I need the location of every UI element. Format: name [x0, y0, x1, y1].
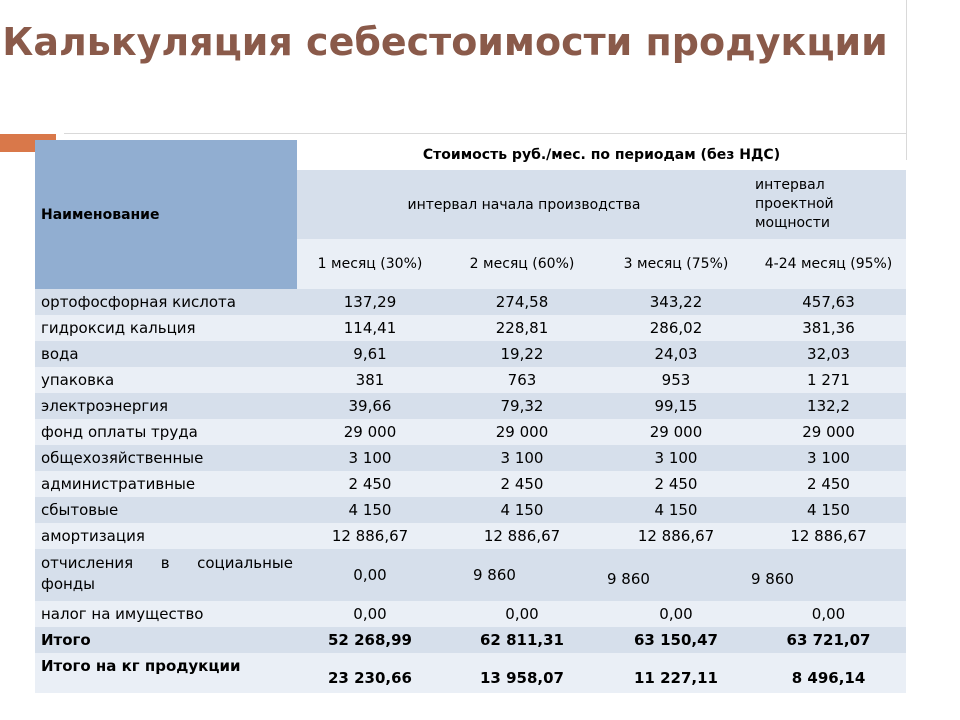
- row-value: 9,61: [297, 341, 443, 367]
- row-value: 0,00: [297, 601, 443, 627]
- row-value: 381: [297, 367, 443, 393]
- row-name: электроэнергия: [35, 393, 297, 419]
- row-value: 763: [443, 367, 601, 393]
- row-value: 29 000: [443, 419, 601, 445]
- header-period-2: 2 месяц (60%): [443, 239, 601, 289]
- row-value: 3 100: [751, 445, 906, 471]
- row-name: фонд оплаты труда: [35, 419, 297, 445]
- row-value: 274,58: [443, 289, 601, 315]
- table-row: [35, 289, 906, 315]
- header-period-1: 1 месяц (30%): [297, 239, 443, 289]
- total-value: 63 150,47: [601, 627, 751, 653]
- row-name: общехозяйственные: [35, 445, 297, 471]
- row-value: 228,81: [443, 315, 601, 341]
- table-row: [35, 445, 906, 471]
- row-value: 2 450: [601, 471, 751, 497]
- row-name: вода: [35, 341, 297, 367]
- row-value: 3 100: [297, 445, 443, 471]
- cost-table: [35, 140, 906, 693]
- table-row: [35, 523, 906, 549]
- per-kg-row: [35, 653, 906, 693]
- row-value: 32,03: [751, 341, 906, 367]
- row-name: налог на имущество: [35, 601, 297, 627]
- table-row: [35, 341, 906, 367]
- row-value: 0,00: [297, 549, 443, 601]
- per-kg-value: 11 227,11: [601, 653, 751, 693]
- row-value: 0,00: [601, 601, 751, 627]
- row-value: 12 886,67: [443, 523, 601, 549]
- row-value: 343,22: [601, 289, 751, 315]
- row-name: амортизация: [35, 523, 297, 549]
- row-value: 9 860: [751, 549, 906, 601]
- row-value: 0,00: [443, 601, 601, 627]
- header-interval-design: интервал проектной мощности: [751, 170, 906, 239]
- total-value: 62 811,31: [443, 627, 601, 653]
- row-name: гидроксид кальция: [35, 315, 297, 341]
- row-name: упаковка: [35, 367, 297, 393]
- row-value: 39,66: [297, 393, 443, 419]
- row-value: 381,36: [751, 315, 906, 341]
- header-name: Наименование: [35, 140, 297, 289]
- row-name: ортофосфорная кислота: [35, 289, 297, 315]
- row-value: 4 150: [297, 497, 443, 523]
- row-name: административные: [35, 471, 297, 497]
- row-value: 286,02: [601, 315, 751, 341]
- total-label: Итого: [35, 627, 297, 653]
- row-value: 99,15: [601, 393, 751, 419]
- row-value: 953: [601, 367, 751, 393]
- row-value: 4 150: [443, 497, 601, 523]
- row-name: сбытовые: [35, 497, 297, 523]
- total-value: 52 268,99: [297, 627, 443, 653]
- row-value: 2 450: [297, 471, 443, 497]
- table-row: [35, 393, 906, 419]
- row-value: 29 000: [297, 419, 443, 445]
- row-value: 29 000: [751, 419, 906, 445]
- per-kg-value: 13 958,07: [443, 653, 601, 693]
- per-kg-label: Итого на кг продукции: [35, 653, 297, 693]
- divider-line: [64, 133, 906, 134]
- row-value: 29 000: [601, 419, 751, 445]
- table-row: [35, 471, 906, 497]
- row-value: 2 450: [443, 471, 601, 497]
- row-value: 12 886,67: [297, 523, 443, 549]
- row-value: 3 100: [601, 445, 751, 471]
- total-value: 63 721,07: [751, 627, 906, 653]
- row-value: 0,00: [751, 601, 906, 627]
- table-row: [35, 601, 906, 627]
- row-value: 457,63: [751, 289, 906, 315]
- row-value: 4 150: [601, 497, 751, 523]
- per-kg-value: 23 230,66: [297, 653, 443, 693]
- row-value: 79,32: [443, 393, 601, 419]
- row-value: 1 271: [751, 367, 906, 393]
- table-row: [35, 549, 906, 601]
- total-row: [35, 627, 906, 653]
- row-value: 3 100: [443, 445, 601, 471]
- row-name: отчисления в социальные фонды: [35, 549, 297, 601]
- cost-table-wrapper: [35, 140, 906, 693]
- divider-vertical: [906, 0, 907, 160]
- table-row: [35, 315, 906, 341]
- row-value: 137,29: [297, 289, 443, 315]
- row-value: 132,2: [751, 393, 906, 419]
- header-main: Стоимость руб./мес. по периодам (без НДС): [297, 140, 906, 170]
- row-value: 24,03: [601, 341, 751, 367]
- row-value: 9 860: [601, 549, 751, 601]
- row-value: 12 886,67: [751, 523, 906, 549]
- header-period-3: 3 месяц (75%): [601, 239, 751, 289]
- row-value: 19,22: [443, 341, 601, 367]
- header-interval-start: интервал начала производства: [297, 170, 751, 239]
- header-period-4: 4-24 месяц (95%): [751, 239, 906, 289]
- row-value: 9 860: [443, 549, 601, 601]
- table-row: [35, 497, 906, 523]
- per-kg-value: 8 496,14: [751, 653, 906, 693]
- page-title: Калькуляция себестоимости продукции: [2, 20, 888, 64]
- table-row: [35, 367, 906, 393]
- table-row: [35, 419, 906, 445]
- row-value: 12 886,67: [601, 523, 751, 549]
- row-value: 2 450: [751, 471, 906, 497]
- row-value: 4 150: [751, 497, 906, 523]
- row-value: 114,41: [297, 315, 443, 341]
